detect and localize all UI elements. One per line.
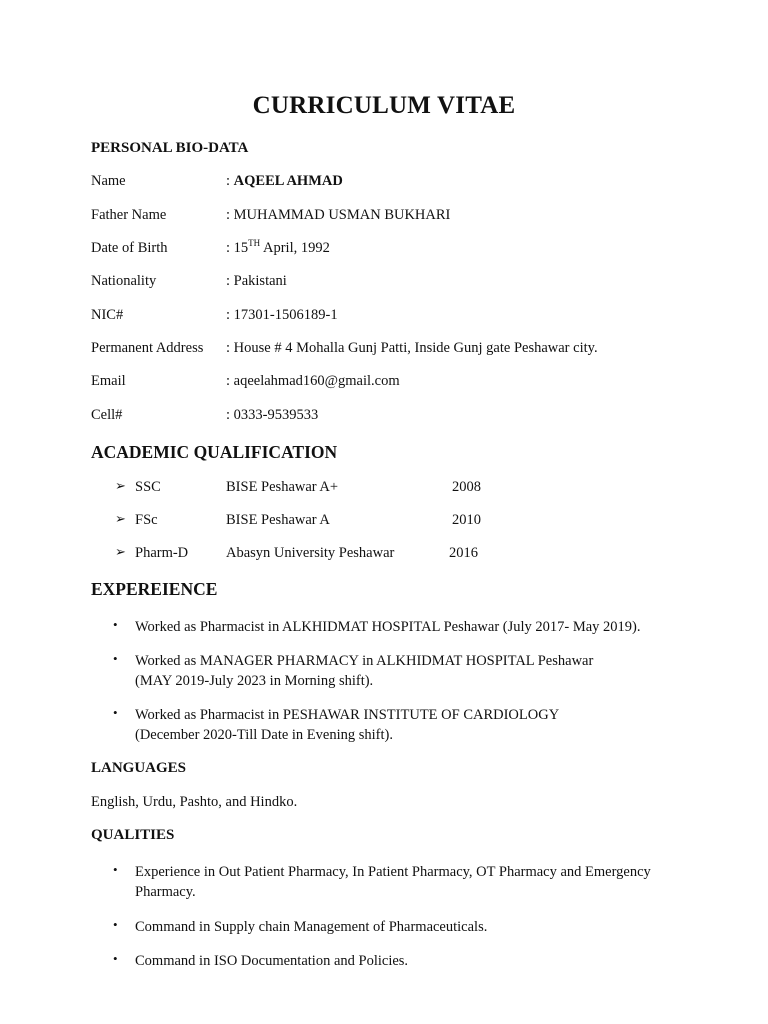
experience-line: Worked as Pharmacist in ALKHIDMAT HOSPITAL Peshawar (July 2017- May 2019).	[135, 619, 641, 635]
bullet-icon: •	[113, 651, 118, 666]
colon: :	[226, 373, 234, 389]
experience-text	[135, 651, 695, 691]
arrow-bullet-icon: ➢	[115, 544, 126, 559]
dob-rest: April, 1992	[262, 240, 330, 256]
academic-degree: FSc	[135, 512, 158, 528]
academic-institute: Abasyn University Peshawar	[226, 545, 395, 561]
experience-line: Worked as MANAGER PHARMACY in ALKHIDMAT HOSPITAL Peshawar	[135, 653, 594, 669]
quality-text	[135, 917, 695, 937]
nationality-value-wrap	[226, 273, 287, 290]
father-value-wrap	[226, 207, 450, 224]
nic-row	[91, 307, 711, 327]
academic-item	[115, 512, 615, 532]
bullet-icon: •	[113, 705, 118, 720]
bullet-icon: •	[113, 951, 118, 966]
nic-value: 17301-1506189-1	[233, 307, 338, 323]
academic-institute: BISE Peshawar A+	[226, 479, 339, 495]
name-row	[91, 173, 711, 193]
nic-value-wrap	[226, 307, 338, 324]
academic-item	[115, 479, 615, 499]
experience-heading: EXPEREIENCE	[91, 579, 218, 599]
document-title: CURRICULUM VITAE	[252, 92, 516, 119]
languages-text: English, Urdu, Pashto, and Hindko.	[91, 794, 298, 810]
experience-text	[135, 617, 695, 637]
cell-label: Cell#	[91, 407, 123, 423]
address-row	[91, 340, 711, 360]
nic-label: NIC#	[91, 307, 124, 323]
colon: :	[226, 340, 234, 356]
academic-degree: Pharm-D	[135, 545, 189, 561]
email-label: Email	[91, 373, 126, 389]
quality-line: Command in ISO Documentation and Policies.	[135, 953, 409, 969]
academic-year: 2008	[452, 479, 481, 495]
name-value: AQEEL AHMAD	[233, 173, 343, 189]
bullet-icon: •	[113, 917, 118, 932]
qualities-heading: QUALITIES	[91, 827, 175, 843]
bullet-icon: •	[113, 617, 118, 632]
name-label: Name	[91, 173, 126, 189]
academic-year: 2016	[449, 545, 478, 561]
cell-row	[91, 407, 711, 427]
address-value: House # 4 Mohalla Gunj Patti, Inside Gunj gate Peshawar city.	[233, 340, 598, 356]
bullet-icon: •	[113, 862, 118, 877]
email-row	[91, 373, 711, 393]
experience-text	[135, 705, 695, 745]
email-value-wrap	[226, 373, 400, 390]
arrow-bullet-icon: ➢	[115, 478, 126, 493]
address-label: Permanent Address	[91, 340, 204, 356]
cell-value: 0333-9539533	[233, 407, 319, 423]
nationality-value: Pakistani	[233, 273, 287, 289]
languages-heading: LANGUAGES	[91, 760, 187, 776]
nationality-label: Nationality	[91, 273, 157, 289]
dob-day: 15	[233, 240, 249, 256]
academic-heading: ACADEMIC QUALIFICATION	[91, 442, 338, 462]
father-row	[91, 207, 711, 227]
quality-line: Pharmacy.	[135, 884, 196, 900]
cell-value-wrap	[226, 407, 318, 424]
dob-label: Date of Birth	[91, 240, 168, 256]
dob-row	[91, 240, 711, 260]
quality-line: Command in Supply chain Management of Pharmaceuticals.	[135, 919, 488, 935]
colon: :	[226, 407, 234, 423]
quality-text	[135, 951, 695, 971]
academic-institute: BISE Peshawar A	[226, 512, 330, 528]
arrow-bullet-icon: ➢	[115, 511, 126, 526]
quality-text	[135, 862, 695, 902]
dob-value-wrap	[226, 240, 330, 257]
colon: :	[226, 207, 234, 223]
nationality-row	[91, 273, 711, 293]
academic-year: 2010	[452, 512, 481, 528]
personal-heading: PERSONAL BIO-DATA	[91, 140, 249, 156]
experience-line: (MAY 2019-July 2023 in Morning shift).	[135, 673, 374, 689]
colon: :	[226, 273, 234, 289]
colon: :	[226, 240, 234, 256]
father-value: MUHAMMAD USMAN BUKHARI	[233, 207, 451, 223]
colon: :	[226, 173, 234, 189]
father-label: Father Name	[91, 207, 167, 223]
academic-degree: SSC	[135, 479, 161, 495]
address-value-wrap	[226, 340, 598, 357]
quality-line: Experience in Out Patient Pharmacy, In Patient Pharmacy, OT Pharmacy and Emergency	[135, 864, 651, 880]
dob-suffix: TH	[248, 238, 261, 248]
academic-item	[115, 545, 615, 565]
experience-line: Worked as Pharmacist in PESHAWAR INSTITUTE OF CARDIOLOGY	[135, 707, 560, 723]
experience-line: (December 2020-Till Date in Evening shift).	[135, 727, 393, 743]
name-value-wrap	[226, 173, 343, 190]
email-value: aqeelahmad160@gmail.com	[233, 373, 400, 389]
colon: :	[226, 307, 234, 323]
